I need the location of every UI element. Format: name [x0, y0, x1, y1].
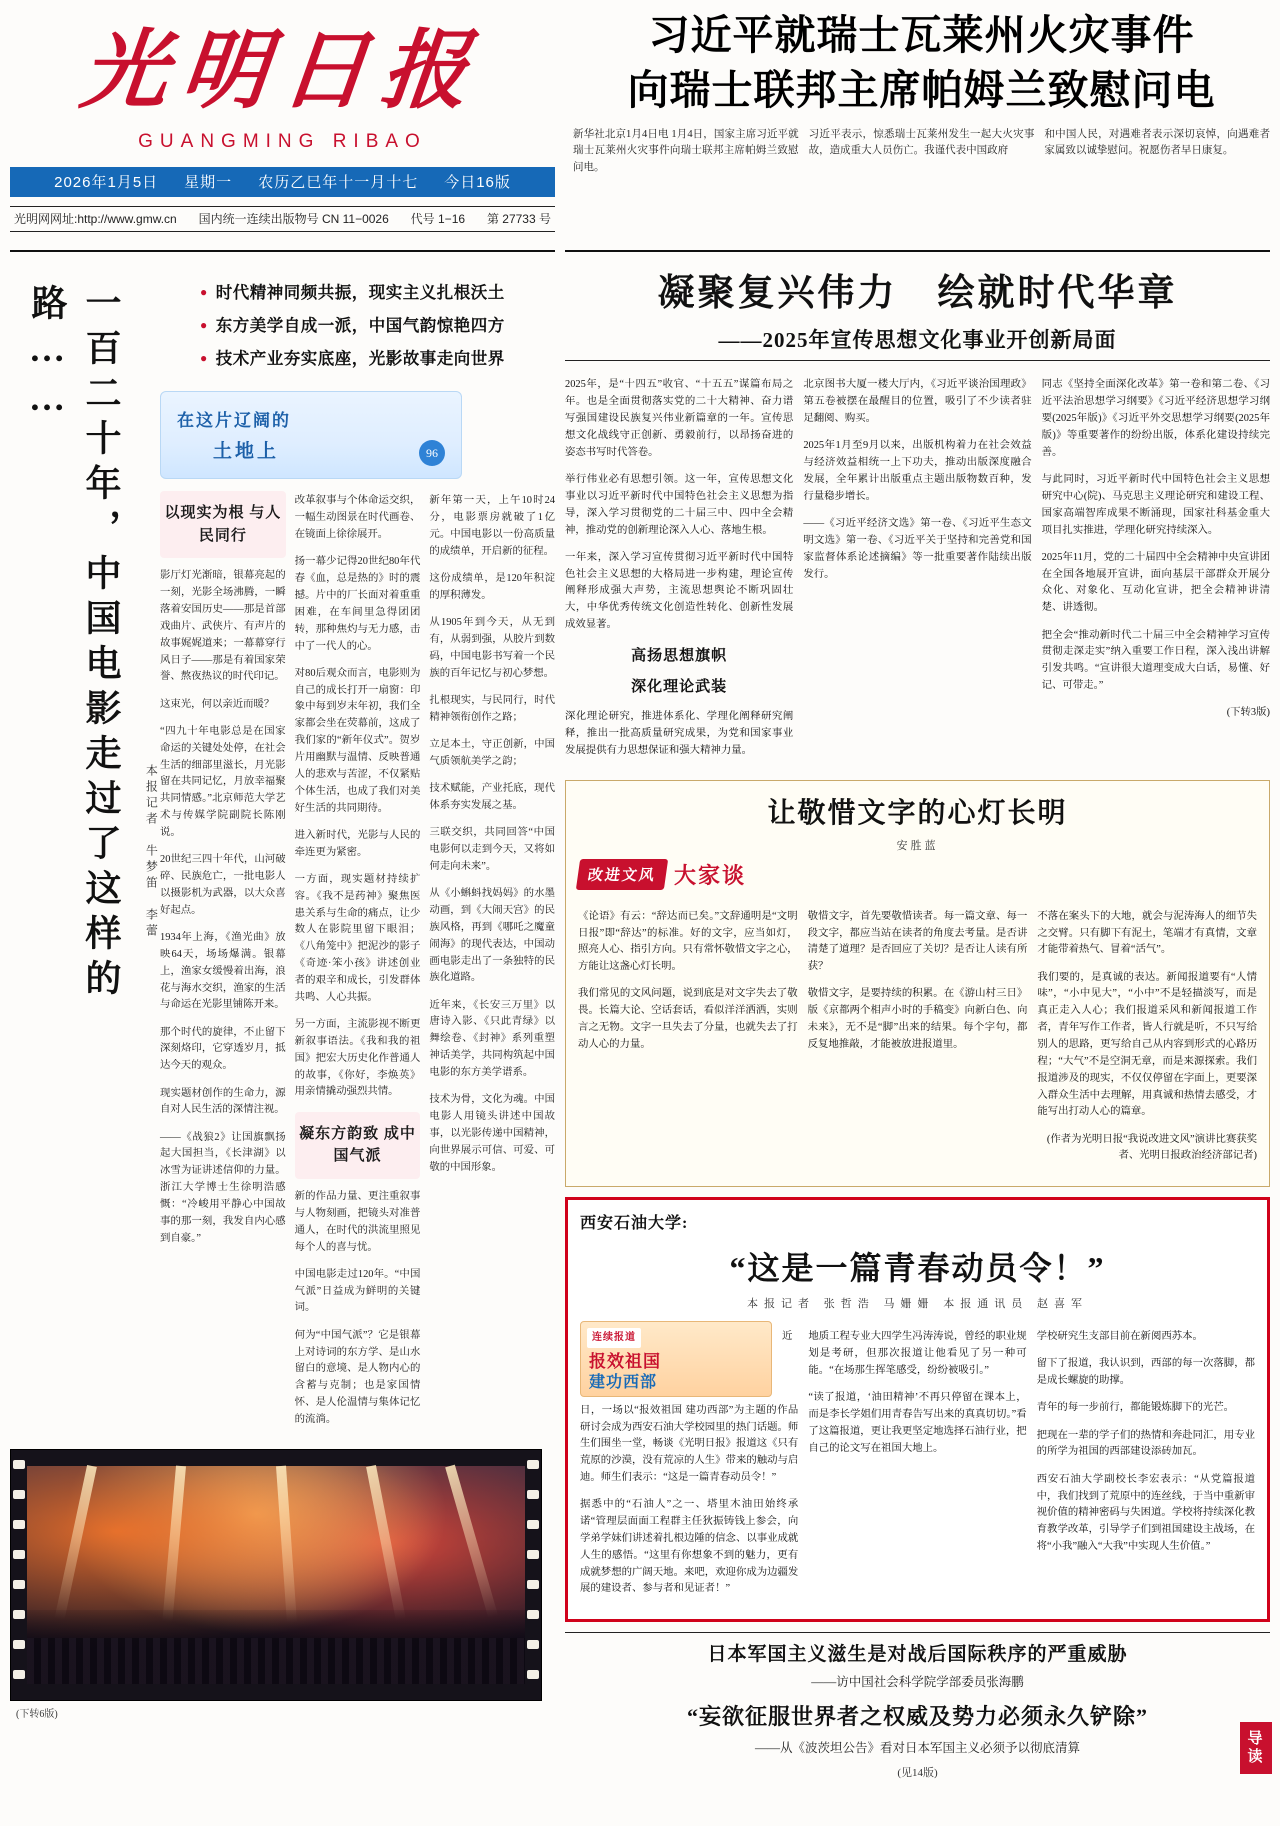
- p-b1: 改革叙事与个体命运交织，一幅生动图景在时代画卷、在镜面上徐徐展开。: [294, 495, 421, 541]
- divider-right-top: [565, 250, 1270, 252]
- commentary-credit: (作者为光明日报“我说改进文风”演讲比赛获奖者、光明日报政治经济部记者): [1046, 1133, 1258, 1162]
- commentary-col-a: [578, 898, 798, 1175]
- bottom-quote-sub: ——从《波茨坦公告》看对日本军国主义必须予以彻底清算: [754, 1740, 1080, 1755]
- top-section: [10, 8, 1270, 236]
- film-perforation-icon: [527, 1490, 539, 1499]
- cm-b1: 敬惜文字，首先要敬惜读者。每一篇文章、每一段文字，都应当站在读者的角度去考量。是否讲清楚了道理？是否回应了关切？是否让人读有所获？: [807, 910, 1028, 973]
- commentary-author: 安胜蓝: [896, 840, 939, 853]
- second-col-a: [565, 367, 793, 770]
- s-c1: 同志《坚持全面深化改革》第一卷和第二卷、《习近平法治思想学习纲要》《习近平经济思想学习纲要(2025年版)》《习近平外交思想学习纲要(2025年版)》等重要著作的纷纷出版，体系化建设持续完善。: [1041, 379, 1270, 458]
- p-a1: 影厅灯光渐暗，银幕亮起的一刻，光影全场沸腾，一瞬落着安国历史——那是首部戏曲片、武侠片、有声片的故事娓娓道来；一幕幕穿行风日子——那是有着国家荣誉、熬夜热议的时代印记。: [160, 570, 286, 683]
- series-banner-badge: 96: [419, 440, 445, 466]
- p-c10: 技术为骨，文化为魂。中国电影人用镜头讲述中国故事，以光影传递中国精神，向世界展示可信、可爱、可敬的中国形象。: [429, 1094, 556, 1173]
- p-c5: 立足本土，守正创新，中国气质领航美学之韵；: [429, 739, 556, 767]
- xa-c1: 学校研究生支部目前在新阅西苏本。: [1036, 1331, 1203, 1343]
- xian-title: “这是一篇青春动员令！”: [729, 1249, 1106, 1286]
- film-perforation-icon: [527, 1580, 539, 1589]
- divider-second: [565, 360, 1270, 361]
- newspaper-logo: 光明日报: [76, 23, 487, 119]
- xian-body: [580, 1319, 1255, 1609]
- s-c4: 把全会“推动新时代二十届三中全会精神学习宣传贯彻走深走实”纳入重要工作日程，深入浅出讲解引发共鸣。“宣讲很大道理变成大白话，易懂、好记、可带走。”: [1041, 629, 1270, 692]
- commentary-title: 让敬惜文字的心灯长明: [767, 798, 1068, 830]
- xian-byline: 本报记者 张哲浩 马姗姗 本报通讯员 赵喜军: [747, 1297, 1088, 1310]
- cm-c2: 我们要的，是真诚的表达。新闻报道要有“人情味”，“小中见大”，“小中”不是轻描淡写，而是真正走入人心；我们报道采风和新闻报道工作者，青年写作工作者，皆人行就是听，不只写给别人的思路，更写给自己从内容到形式的心路历程；“大气”不是空洞无章，而是来源探索。我们报道涉及的现实，不仅仅停留在字面上，更要深入群众生活中去理解，用真诚和热情去感受，才能写出打动人心的篇章。: [1037, 971, 1258, 1118]
- second-headline: 凝聚复兴伟力 绘就时代华章: [657, 273, 1178, 314]
- s-c3: 2025年11月，党的二十届四中全会精神中央宣讲团在全国各地展开宣讲，面向基层干部群众开展分众化、对象化、互动化宣讲，把全会精神讲清楚、讲透彻。: [1041, 551, 1270, 614]
- bottom-note: (见14版): [897, 1766, 938, 1779]
- left-bullet-list: [160, 268, 555, 375]
- cm-b2: 敬惜文字，是要持续的积累。在《游山村三日》版《京都两个相声小时的手稿变》向新白色、向未来》，无不是“脚”出来的结果。每个字句，都反复地推敲，才能被放进报道里。: [807, 988, 1028, 1050]
- film-perforation-icon: [527, 1520, 539, 1529]
- film-perforation-icon: [13, 1460, 25, 1469]
- lead-story: [555, 8, 1270, 236]
- website-url[interactable]: 光明网网址:http://www.gmw.cn: [14, 212, 177, 227]
- xa-b2: “读了报道，‘油田精神’不再只停留在课本上，而是李长学姐们用青春告写出来的真真切切。”看了这篇报道，更让我更坚定地选择石油行业，把自己的论文写在祖国大地上。: [808, 1391, 1027, 1454]
- series-banner-art: [160, 391, 462, 479]
- divider-left-top: [10, 250, 555, 252]
- xian-col-b: [808, 1319, 1026, 1609]
- p-a4: 20世纪三四十年代，山河破碎、民族危亡，一批电影人以摄影机为武器，以大众喜好起点。: [160, 854, 286, 916]
- issue-weekday: 星期一: [184, 174, 233, 192]
- cm-a1: 《论语》有云：“辞达而已矣。”文辞通明是“文明日报”即“辞达”的标准。好的文字，应当如灯，照亮人心、指引方向。只有常怀敬惜文字之心，方能让这盏心灯长明。: [578, 910, 798, 973]
- issue-lunar: 农历乙巳年十一月十七: [258, 174, 419, 192]
- body-grid: [10, 244, 1270, 1784]
- s-b2: 2025年1月至9月以来，出版机构着力在社会效益与经济效益相统一上下功夫，推动出版深度融合发展，全年累计出版重点主题出版物数百种，发行量稳步增长。: [803, 440, 1032, 502]
- xa-b1: 地质工程专业大四学生冯涛涛说，曾经的职业规划是考研，但那次报道让他看见了另一种可能。“在场那生挥笔感受，纷纷被吸引。”: [808, 1331, 1027, 1376]
- stage-photo: [27, 1466, 525, 1684]
- divider-bottom: [565, 1632, 1270, 1633]
- left-subhead-2: 凝东方韵致 成中国气派: [299, 1125, 416, 1165]
- bullet-3: ● 技术产业夯实底座，光影故事走向世界: [200, 342, 555, 375]
- film-perforation-icon: [527, 1550, 539, 1559]
- p-a2: 这束光，何以亲近而暖？: [160, 698, 275, 710]
- p-b2: 扬一幕少记得20世纪80年代春《血，总是热的》时的震撼。片中的厂长面对着重重困难，在车间里急得团团转，那种焦灼与无力感，击中了一代人的心。: [294, 556, 421, 652]
- film-perforation-icon: [527, 1610, 539, 1619]
- film-perforation-icon: [13, 1670, 25, 1679]
- bottom-sub: ——访中国社会科学院学部委员张海鹏: [811, 1674, 1024, 1689]
- masthead: [10, 8, 555, 236]
- p-b3: 对80后观众而言，电影则为自己的成长打开一扇窗：印象中每到岁末年初，我们全家都会坐在荧幕前，这成了我们家的“新年仪式”。贺岁片用幽默与温情、反映普通人的悲欢与苦涩，不仅紧贴个体生活，也成了我们对美好生活的共同期待。: [294, 667, 421, 814]
- p-a6: 那个时代的旋律，不止留下深刻烙印，它穿透岁月，抵达今天的观众。: [160, 1026, 286, 1072]
- right-column: [565, 244, 1270, 1784]
- xa-a2: 据悉中的“石油人”之一、塔里木油田始终承诺“管理层面面工程群主任狄振铸钱上参会，向学弟学妹们讲述着扎根边陲的信念、以事业成就人生的感悟。“这里有你想象不到的魅力，更有成就梦想的广阔天地。来吧，欢迎你成为边疆发展的建设者、参与者和见证者！”: [580, 1499, 799, 1595]
- xa-c2: 留下了报道，我认识到，西部的每一次落脚，都是成长螺旋的助撑。: [1036, 1358, 1255, 1387]
- commentary-col-c: [1037, 898, 1257, 1175]
- film-perforation-icon: [13, 1550, 25, 1559]
- film-perforation-icon: [527, 1460, 539, 1469]
- lead-headline-line2: 向瑞士联邦主席帕姆兰致慰问电: [627, 66, 1216, 113]
- second-story-body: [565, 367, 1270, 770]
- s-b1: 北京图书大厦一楼大厅内，《习近平谈治国理政》第五卷被摆在最醒目的位置，吸引了不少读者驻足翻阅、购买。: [803, 379, 1032, 425]
- issn-number: 国内统一连续出版物号 CN 11−0026: [198, 212, 389, 227]
- p-c4: 扎根现实，与民同行，时代精神领衔创作之路；: [429, 695, 556, 723]
- xa-c4: 把现在一辈的学子们的热情和奔赴同汇，用专业的所学为祖国的西部建设添砖加瓦。: [1036, 1429, 1255, 1458]
- film-perforation-icon: [13, 1520, 25, 1529]
- p-b9: 何为“中国气派”？它是银幕上对诗词的东方学、是山水留白的意境、是人物内心的含蓄与克制；也是家国情怀、是人伦温情与集体记忆的流淌。: [294, 1329, 421, 1425]
- lead-col-1: 新华社北京1月4日电 1月4日，国家主席习近平就瑞士瓦莱州火灾事件向瑞士联邦主席帕姆兰致慰问电。: [573, 129, 799, 173]
- p-b7: 新的作品力量、更注重叙事与人物刻画，把镜头对准普通人，在时代的洪流里照见每个人的喜与忧。: [294, 1190, 421, 1253]
- cm-a2: 我们常见的文风问题，说到底是对文字失去了敬畏。长篇大论、空话套话，看似洋洋洒洒，实则言之无物。文字一旦失去了分量，也就失去了打动人心的力量。: [578, 988, 798, 1050]
- p-a8: ——《战狼2》让国旗飘扬起大国担当，《长津湖》以冰雪为证讲述信仰的力量。浙江大学博士生徐明浩感慨：“冷峻用平静心中国故事的那一刻，我发自内心感到自豪。”: [160, 1131, 286, 1244]
- left-subhead-1-box: [160, 491, 286, 558]
- p-b6: 另一方面，主流影视不断更新叙事语法。《我和我的祖国》把宏大历史化作普通人的故事，《你好，李焕英》用亲情撬动强烈共情。: [294, 1018, 421, 1098]
- left-col-b: [295, 483, 421, 1439]
- left-subhead-1: 以现实为根 与人民同行: [164, 505, 282, 544]
- second-jump-note: (下转3版): [1226, 707, 1270, 719]
- film-perforation-icon: [527, 1640, 539, 1649]
- film-perforation-icon: [13, 1640, 25, 1649]
- badge-big-label: 报效祖国: [589, 1351, 661, 1371]
- p-c6: 技术赋能，产业托底，现代体系夯实发展之基。: [429, 783, 556, 811]
- xian-school-line: 西安石油大学:: [580, 1214, 689, 1232]
- cm-c1: 不落在案头下的大地，就会与泥涛海人的细节失之交臂。只有脚下有泥土，笔端才有真情，文章才能带着热气、冒着“活气”。: [1037, 910, 1258, 956]
- issue-date: 2026年1月5日: [54, 174, 159, 192]
- xa-c5: 西安石油大学副校长李宏表示：“从党篇报道中，我们找到了荒原中的连丝线，于当中重新审视价值的精神密码与失困道。学校将持续深化教育教学改革，引导学子们到祖国建设主战场，在将“小我”融入“大我”中实现人生价值。”: [1036, 1473, 1255, 1553]
- series-banner-line2: 土地上: [213, 441, 280, 462]
- p-c8: 从《小蝌蚪找妈妈》的水墨动画，到《大闹天宫》的民族风格，再到《哪吒之魔童闹海》的现代表达，中国动画电影走出了一条独特的民族化道路。: [429, 888, 556, 984]
- left-col-a: [160, 483, 286, 1439]
- bottom-story: [565, 1632, 1270, 1780]
- light-beam-icon: [54, 1465, 96, 1621]
- light-beam-icon: [163, 1466, 187, 1623]
- p-b4: 进入新时代，光影与人民的牵连更为紧密。: [294, 829, 421, 858]
- postal-code: 代号 1−16: [410, 212, 466, 227]
- p-b5: 一方面，现实题材持续扩容。《我不是药神》聚焦医患关系与生命的痛点，让少数人在影院里留下眼泪；《八角笼中》把泥沙的影子《奇迹·笨小孩》讲述创业者的艰辛和成长，引发群体共鸣、人心共振。: [294, 873, 421, 1003]
- p-c7: 三联交织，共同回答“中国电影何以走到今天，又将如何走向未来”。: [429, 827, 556, 872]
- badge-small-label: 连续报道: [587, 1328, 641, 1348]
- xian-story-box: [565, 1197, 1270, 1622]
- p-a7: 现实题材创作的生命力，源自对人民生活的深情注视。: [160, 1087, 286, 1116]
- film-perforation-icon: [13, 1580, 25, 1589]
- s-b3: ——《习近平经济文选》第一卷、《习近平生态文明文选》第一卷、《习近平关于坚持和完善党和国家监督体系论述摘编》等一批重要著作陆续出版发行。: [803, 518, 1032, 580]
- film-perforation-icon: [527, 1670, 539, 1679]
- s-a4: 深化理论研究，推进体系化、学理化阐释研究阐释，推出一批高质量研究成果，为党和国家事业发展提供有力思想保证和强大精神力量。: [565, 711, 794, 757]
- s-c2: 与此同时，习近平新时代中国特色社会主义思想研究中心(院)、马克思主义理论研究和建设工程、国家高端智库成果不断涌现，国家社科基金重大项目扎实推进，学理化研究持续深入。: [1041, 474, 1270, 536]
- film-perforation-icon: [13, 1610, 25, 1619]
- commentary-stamp-label: 改进文风: [576, 859, 668, 890]
- guide-sidebar-label[interactable]: 导读: [1240, 1722, 1272, 1774]
- xa-c3: 青年的每一步前行，都能锻炼脚下的光芒。: [1036, 1402, 1235, 1414]
- p-a3: “四九十年电影总是在国家命运的关键处处停，在社会生活的细部里滋长，月光影留在共同记忆，月放幸福聚共同情感。”北京师范大学艺术与传媒学院副院长陈刚说。: [160, 725, 286, 838]
- light-beam-icon: [276, 1466, 297, 1623]
- commentary-stamp-sub: 大家谈: [674, 863, 747, 889]
- commentary-stamp: [578, 859, 1257, 890]
- photo-credit: (下转6版): [16, 1709, 58, 1721]
- audience-crowd: [27, 1610, 525, 1684]
- s-a1: 2025年，是“十四五”收官、“十五五”谋篇布局之年。也是全面贯彻落实党的二十大精神、奋力谱写强国建设民族复兴伟业新篇章的一年。宣传思想文化战线守正创新、勇毅前行，以昂扬奋进的姿态书写时代答卷。: [565, 379, 794, 458]
- left-col-c: [429, 483, 555, 1439]
- xa-a1: 近日，一场以“报效祖国 建功西部”为主题的作品研讨会成为西安石油大学校园里的热门话题。师生们围坐一堂，畅谈《光明日报》报道这《只有荒原的沙漠，没有荒凉的人生》带来的触动与启迪。师生们表示：“这是一篇青春动员令！”: [580, 1331, 799, 1484]
- p-c3: 从1905年到今天，从无到有，从弱到强，从胶片到数码，中国电影书写着一个民族的百年记忆与初心梦想。: [429, 617, 556, 679]
- p-c9: 近年来，《长安三万里》以唐诗入影、《只此青绿》以舞绘卷、《封神》系列重塑神话美学，共同构筑起中国电影的东方美学谱系。: [429, 999, 556, 1078]
- s-a3: 一年来，深入学习宣传贯彻习近平新时代中国特色社会主义思想的大格局进一步构建，理论宣传阐释形成强大声势，主流思想舆论不断巩固壮大，中华优秀传统文化创造性转化、创新性发展成效显著。: [565, 551, 794, 631]
- bottom-title: 日本军国主义滋生是对战后国际秩序的严重威胁: [707, 1643, 1128, 1665]
- issue-pagecount: 今日16版: [444, 174, 511, 192]
- second-col-b: [803, 367, 1031, 770]
- second-story: [565, 262, 1270, 354]
- bullet-2: ● 东方美学自成一派，中国气韵惊艳四方: [200, 309, 555, 342]
- series-report-badge: [580, 1321, 772, 1397]
- lead-col-3: 和中国人民，对遇难者表示深切哀悼，向遇难者家属致以诚挚慰问。祝愿伤者早日康复。: [1044, 129, 1271, 157]
- commentary-body: [578, 898, 1257, 1175]
- series-banner-line1: 在这片辽阔的: [177, 411, 291, 430]
- series-banner: [160, 391, 460, 477]
- bullet-1: ● 时代精神同频共振，现实主义扎根沃土: [200, 276, 555, 309]
- lead-col-2: 习近平表示，惊悉瑞士瓦莱州发生一起大火灾事故，造成重大人员伤亡。我谨代表中国政府: [808, 129, 1035, 157]
- film-perforation-icon: [13, 1490, 25, 1499]
- serial-number: 第 27733 号: [486, 212, 551, 227]
- p-b8: 中国电影走过120年。“中国气派”日益成为鲜明的关键词。: [294, 1268, 421, 1314]
- left-vertical-headline: 一百二十年，中国电影走过了这样的路……: [27, 284, 121, 1004]
- second-subhead-2: 深化理论武装: [631, 678, 728, 695]
- second-subhead-1: 高扬思想旗帜: [631, 648, 728, 665]
- light-beam-icon: [366, 1465, 406, 1621]
- left-byline: 本报记者 牛梦笛 李蕾: [144, 764, 159, 940]
- s-a2: 举行伟业必有思想引领。这一年，宣传思想文化事业以习近平新时代中国特色社会主义思想为指导，深入学习贯彻党的二十届三中、四中全会精神，推动党的创新理论深入人心、落地生根。: [565, 474, 794, 536]
- lead-story-body: [573, 127, 1270, 176]
- p-a5: 1934年上海，《渔光曲》放映64天，场场爆满。银幕上，渔家女缓慢着出海，浪花与海水交织，渔家的生活与命运在光影里铺陈开来。: [160, 931, 286, 1011]
- p-c1: 新年第一天，上午10时24分，电影票房就破了1亿元。中国电影以一份高质量的成绩单，开启新的征程。: [429, 495, 556, 557]
- xian-col-a: [580, 1319, 798, 1609]
- newspaper-logo-pinyin: GUANGMING RIBAO: [138, 130, 427, 152]
- xian-col-c: [1037, 1319, 1255, 1609]
- left-subhead-2-box: [295, 1112, 421, 1179]
- left-photo-strip: [10, 1449, 542, 1701]
- commentary-col-b: [808, 898, 1028, 1175]
- second-col-c: [1042, 367, 1270, 770]
- lead-headline-line1: 习近平就瑞士瓦莱州火灾事件: [648, 12, 1195, 58]
- date-bar: [10, 167, 555, 197]
- left-column: [10, 244, 555, 1784]
- bottom-quote: “妄欲征服世界者之权威及势力必须永久铲除”: [686, 1703, 1148, 1729]
- badge-big2-label: 建功西部: [589, 1373, 658, 1391]
- p-c2: 这份成绩单，是120年积淀的厚积薄发。: [429, 573, 556, 601]
- issue-meta: [10, 206, 555, 232]
- light-beam-icon: [446, 1465, 499, 1619]
- commentary-box: [565, 780, 1270, 1186]
- second-subheadline: ——2025年宣传思想文化事业开创新局面: [718, 328, 1117, 352]
